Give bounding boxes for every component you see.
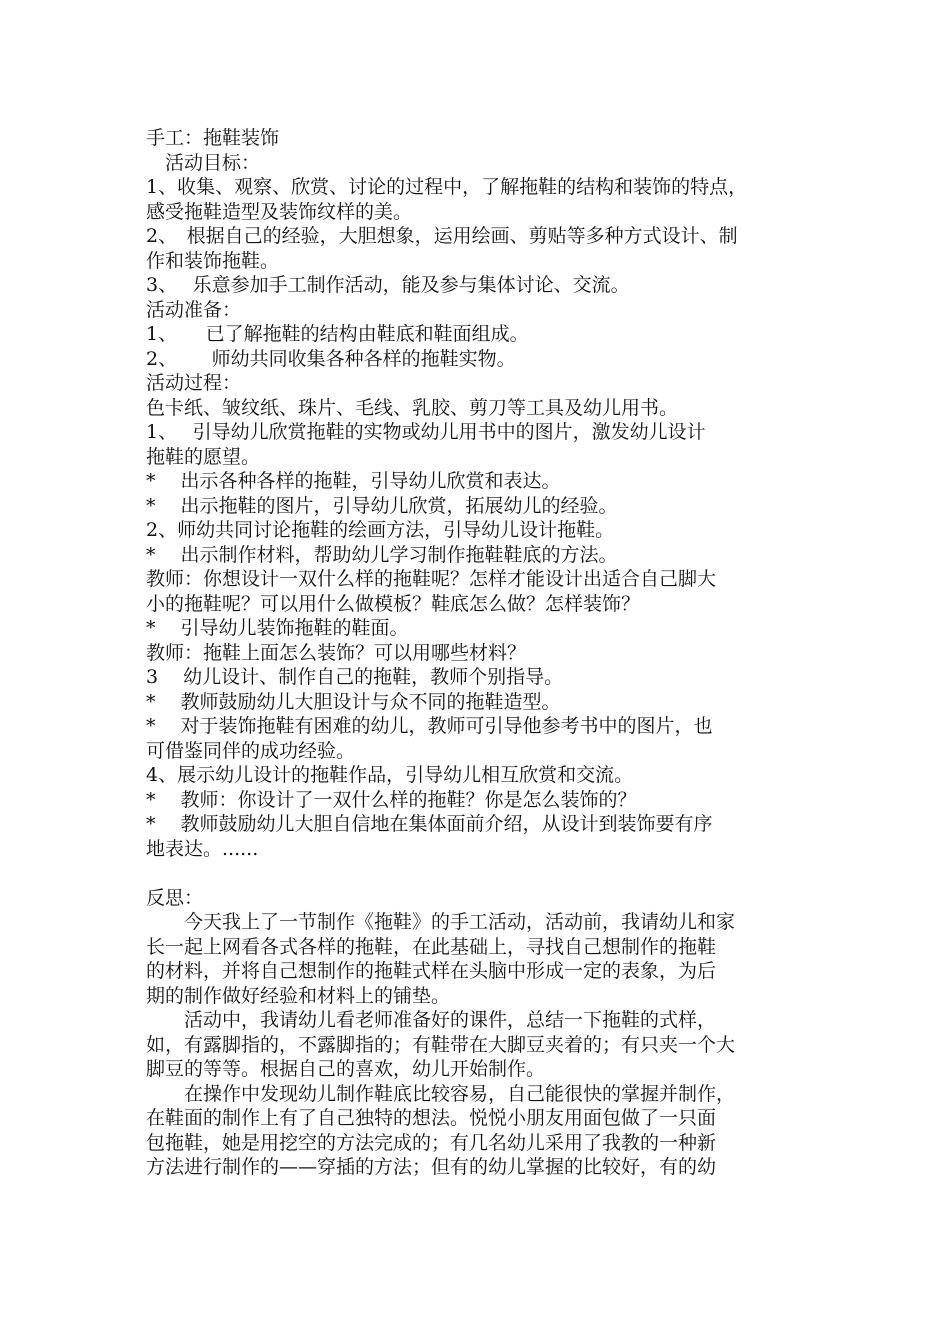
text-line: 活动中，我请幼儿看老师准备好的课件，总结一下拖鞋的式样， — [146, 1009, 717, 1031]
text-line: 期的制作做好经验和材料上的铺垫。 — [146, 984, 451, 1007]
text-line: 1、收集、观察、欣赏、讨论的过程中，了解拖鞋的结构和装饰的特点， — [146, 176, 748, 198]
text-line: * 教师鼓励幼儿大胆自信地在集体面前介绍，从设计到装饰要有序 — [146, 813, 713, 835]
text-line: 地表达。...... — [146, 837, 259, 860]
text-line: * 出示各种各样的拖鞋，引导幼儿欣赏和表达。 — [146, 470, 561, 492]
text-line: 小的拖鞋呢？可以用什么做模板？鞋底怎么做？怎样装饰？ — [146, 592, 641, 615]
text-line: 活动过程： — [146, 372, 242, 394]
text-line: 手工：拖鞋装饰 — [146, 127, 280, 149]
text-line: 4、展示幼儿设计的拖鞋作品，引导幼儿相互欣赏和交流。 — [146, 764, 634, 786]
text-line: 3 幼儿设计、制作自己的拖鞋，教师个别指导。 — [146, 666, 564, 688]
text-line: 感受拖鞋造型及装饰纹样的美。 — [146, 200, 413, 223]
text-line: 脚豆的等等。根据自己的喜欢，幼儿开始制作。 — [146, 1058, 546, 1080]
text-line: 1、 已了解拖鞋的结构由鞋底和鞋面组成。 — [146, 323, 529, 345]
text-line: * 出示拖鞋的图片，引导幼儿欣赏，拓展幼儿的经验。 — [146, 494, 618, 517]
text-line: * 对于装饰拖鞋有困难的幼儿，教师可引导他参考书中的图片，也 — [146, 715, 713, 737]
text-line: 1、 引导幼儿欣赏拖鞋的实物或幼儿用书中的图片，激发幼儿设计 — [146, 421, 706, 443]
text-line: 在鞋面的制作上有了自己独特的想法。悦悦小朋友用面包做了一只面 — [146, 1107, 717, 1129]
text-line: 今天我上了一节制作《拖鞋》的手工活动，活动前，我请幼儿和家 — [146, 911, 736, 933]
text-line: 2、 根据自己的经验，大胆想象，运用绘画、剪贴等多种方式设计、制 — [146, 225, 738, 247]
text-line: 方法进行制作的——穿插的方法；但有的幼儿掌握的比较好，有的幼 — [146, 1156, 717, 1178]
text-line: 活动目标： — [146, 151, 261, 174]
text-line: 作和装饰拖鞋。 — [146, 249, 280, 272]
text-line: * 引导幼儿装饰拖鞋的鞋面。 — [146, 617, 409, 639]
blank-line — [146, 861, 816, 886]
document-page — [146, 126, 816, 1180]
text-line: 拖鞋的愿望。 — [146, 445, 261, 468]
text-line: 2、师幼共同讨论拖鞋的绘画方法，引导幼儿设计拖鞋。 — [146, 519, 615, 541]
text-line: * 出示制作材料，帮助幼儿学习制作拖鞋鞋底的方法。 — [146, 543, 618, 566]
text-line: 活动准备： — [146, 298, 242, 321]
text-line: 长一起上网看各式各样的拖鞋，在此基础上，寻找自己想制作的拖鞋 — [146, 935, 717, 958]
text-line: 可借鉴同伴的成功经验。 — [146, 739, 356, 762]
text-line: * 教师鼓励幼儿大胆设计与众不同的拖鞋造型。 — [146, 690, 561, 713]
text-line: 包拖鞋，她是用挖空的方法完成的；有几名幼儿采用了我教的一种新 — [146, 1131, 717, 1154]
text-line: 如，有露脚指的，不露脚指的；有鞋带在大脚豆夹着的；有只夹一个大 — [146, 1033, 736, 1056]
text-line: 教师：你想设计一双什么样的拖鞋呢？怎样才能设计出适合自己脚大 — [146, 568, 717, 590]
text-line: 2、 师幼共同收集各种各样的拖鞋实物。 — [146, 347, 516, 370]
text-line: 3、 乐意参加手工制作活动，能及参与集体讨论、交流。 — [146, 274, 630, 296]
text-line: 的材料，并将自己想制作的拖鞋式样在头脑中形成一定的表象，为后 — [146, 960, 717, 982]
text-line: 教师：拖鞋上面怎么装饰？可以用哪些材料？ — [146, 641, 527, 664]
text-line: 在操作中发现幼儿制作鞋底比较容易，自己能很快的掌握并制作， — [146, 1082, 736, 1105]
text-line: 色卡纸、皱纹纸、珠片、毛线、乳胶、剪刀等工具及幼儿用书。 — [146, 396, 679, 419]
text-line: * 教师：你设计了一双什么样的拖鞋？你是怎么装饰的？ — [146, 788, 637, 811]
text-line: 反思： — [146, 886, 204, 909]
